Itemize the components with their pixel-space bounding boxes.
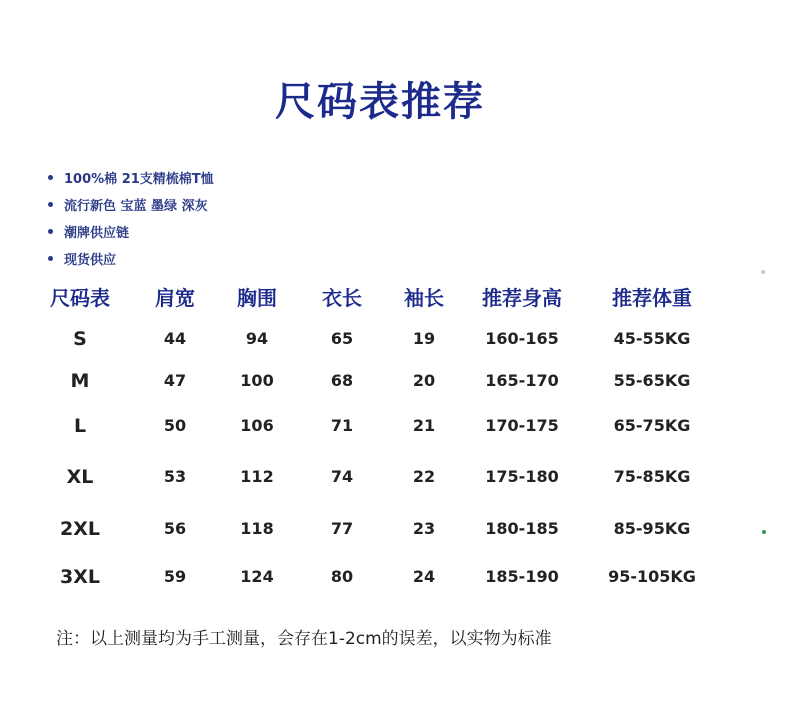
cell-sleeve: 20 — [412, 371, 436, 390]
header-height: 推荐身高 — [482, 286, 562, 310]
bullet-icon — [48, 175, 53, 180]
cell-length: 77 — [330, 519, 354, 538]
cell-height: 175-180 — [485, 467, 559, 486]
measurement-note: 注：以上测量均为手工测量，会存在1-2cm的误差，以实物为标准 — [56, 629, 552, 649]
cell-height: 170-175 — [485, 416, 559, 435]
cell-sleeve: 21 — [412, 416, 436, 435]
cell-height: 160-165 — [485, 329, 559, 348]
cell-weight: 95-105KG — [608, 567, 696, 586]
cell-size: M — [70, 370, 90, 392]
feature-text: 现货供应 — [64, 253, 117, 268]
feature-item — [48, 245, 214, 272]
bullet-icon — [48, 202, 53, 207]
edge-mark-icon — [761, 270, 765, 274]
cell-size: 3XL — [60, 566, 100, 588]
feature-list — [48, 164, 214, 272]
feature-item — [48, 164, 214, 191]
header-weight: 推荐体重 — [612, 286, 692, 310]
cell-size: L — [73, 415, 87, 437]
cell-size: 2XL — [60, 518, 100, 540]
cell-chest: 100 — [240, 371, 274, 390]
cell-length: 65 — [330, 329, 354, 348]
bullet-icon — [48, 256, 53, 261]
cell-chest: 94 — [245, 329, 269, 348]
feature-item — [48, 191, 214, 218]
header-length: 衣长 — [322, 286, 362, 310]
table-row — [0, 557, 790, 597]
cell-size: S — [73, 328, 87, 350]
cell-height: 165-170 — [485, 371, 559, 390]
cell-shoulder: 56 — [163, 519, 187, 538]
feature-text: 流行新色 宝蓝 墨绿 深灰 — [64, 199, 208, 214]
cell-size: XL — [66, 466, 94, 488]
cell-weight: 55-65KG — [613, 371, 691, 390]
cell-chest: 118 — [240, 519, 274, 538]
header-size: 尺码表 — [50, 286, 110, 310]
cell-chest: 112 — [240, 467, 274, 486]
table-header — [0, 278, 790, 318]
edge-mark-icon — [762, 530, 766, 534]
cell-sleeve: 24 — [412, 567, 436, 586]
cell-weight: 65-75KG — [613, 416, 691, 435]
page-title: 尺码表推荐 — [275, 79, 485, 125]
header-sleeve: 袖长 — [404, 286, 444, 310]
table-row — [0, 509, 790, 549]
cell-length: 71 — [330, 416, 354, 435]
cell-weight: 85-95KG — [613, 519, 691, 538]
feature-text: 100%棉 21支精梳棉T恤 — [64, 172, 214, 187]
feature-item — [48, 218, 214, 245]
cell-shoulder: 47 — [163, 371, 187, 390]
cell-length: 68 — [330, 371, 354, 390]
bullet-icon — [48, 229, 53, 234]
cell-height: 180-185 — [485, 519, 559, 538]
feature-text: 潮牌供应链 — [64, 226, 130, 241]
cell-sleeve: 22 — [412, 467, 436, 486]
cell-length: 74 — [330, 467, 354, 486]
table-row — [0, 406, 790, 446]
table-row — [0, 319, 790, 359]
cell-weight: 75-85KG — [613, 467, 691, 486]
cell-height: 185-190 — [485, 567, 559, 586]
header-chest: 胸围 — [237, 286, 277, 310]
cell-shoulder: 53 — [163, 467, 187, 486]
cell-shoulder: 44 — [163, 329, 187, 348]
table-row — [0, 361, 790, 401]
cell-shoulder: 50 — [163, 416, 187, 435]
cell-weight: 45-55KG — [613, 329, 691, 348]
cell-chest: 106 — [240, 416, 274, 435]
cell-length: 80 — [330, 567, 354, 586]
header-shoulder: 肩宽 — [155, 286, 195, 310]
table-row — [0, 457, 790, 497]
cell-sleeve: 19 — [412, 329, 436, 348]
cell-sleeve: 23 — [412, 519, 436, 538]
cell-shoulder: 59 — [163, 567, 187, 586]
cell-chest: 124 — [240, 567, 274, 586]
